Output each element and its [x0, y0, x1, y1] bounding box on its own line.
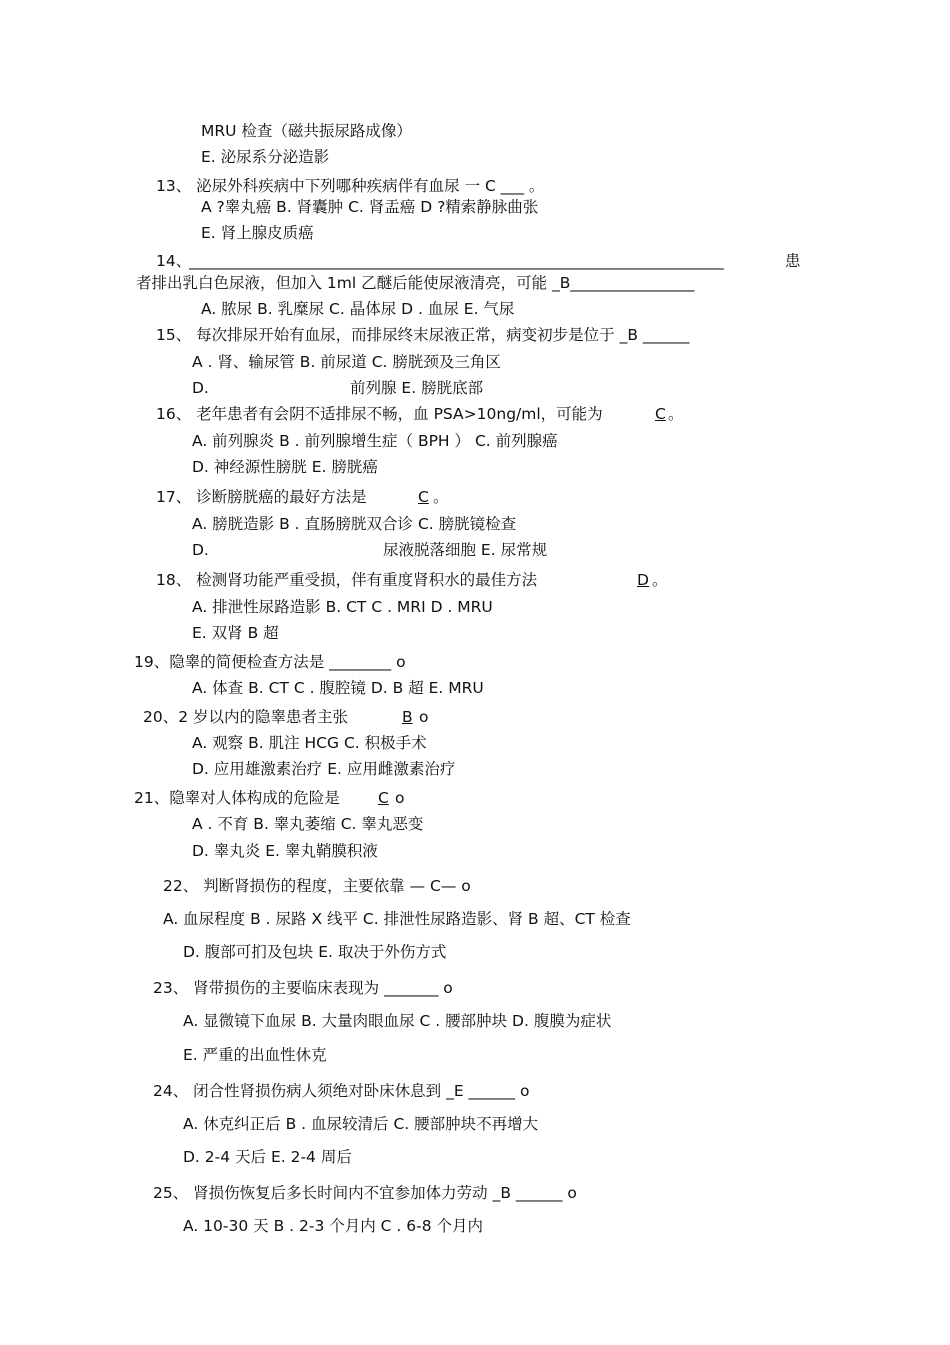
question-14-tail: 患: [785, 252, 801, 270]
question-16-end: 。: [668, 405, 684, 423]
options-line: E. 双肾 B 超: [192, 624, 279, 642]
options-line: A . 不育 B. 睾丸萎缩 C. 睾丸恶变: [192, 815, 424, 833]
options-line: A. 观察 B. 肌注 HCG C. 积极手术: [192, 734, 427, 752]
question-20-end: o: [419, 708, 429, 726]
answer-18: D: [637, 571, 649, 589]
question-21: 21、隐睾对人体构成的危险是: [134, 789, 340, 807]
question-13: 13、 泌尿外科疾病中下列哪种疾病伴有血尿 一 C ___ 。: [156, 177, 545, 195]
options-line: A. 脓尿 B. 乳糜尿 C. 晶体尿 D . 血尿 E. 气尿: [201, 300, 515, 318]
options-line: A. 血尿程度 B . 尿路 X 线平 C. 排泄性尿路造影、肾 B 超、CT 检查: [163, 910, 631, 928]
text-line: E. 泌尿系分泌造影: [201, 148, 330, 166]
question-24: 24、 闭合性肾损伤病人须绝对卧床休息到 _E ______ o: [153, 1082, 530, 1100]
question-18-end: 。: [652, 571, 668, 589]
question-23: 23、 肾带损伤的主要临床表现为 _______ o: [153, 979, 453, 997]
options-line-b: 前列腺 E. 膀胱底部: [350, 379, 484, 397]
question-14-blank: _____________________________________________________________________: [189, 252, 724, 270]
question-17: 17、 诊断膀胱癌的最好方法是: [156, 488, 367, 506]
options-line: A. 10-30 天 B . 2-3 个月内 C . 6-8 个月内: [183, 1217, 484, 1235]
question-14-number: 14、: [156, 252, 192, 270]
answer-20: B: [402, 708, 413, 726]
question-19: 19、隐睾的简便检查方法是 ________ o: [134, 653, 406, 671]
options-line: A . 肾、输尿管 B. 前尿道 C. 膀胱颈及三角区: [192, 353, 501, 371]
options-line: A ?睾丸癌 B. 肾囊肿 C. 肾盂癌 D ?精索静脉曲张: [201, 198, 539, 216]
options-line: A. 体查 B. CT C . 腹腔镜 D. B 超 E. MRU: [192, 679, 484, 697]
answer-21: C: [378, 789, 389, 807]
options-line: A. 显微镜下血尿 B. 大量肉眼血尿 C . 腰部肿块 D. 腹膜为症状: [183, 1012, 612, 1030]
question-22: 22、 判断肾损伤的程度，主要依靠 — C— o: [163, 877, 471, 895]
text-line: MRU 检查（磁共振尿路成像）: [201, 122, 412, 140]
options-line: D. 睾丸炎 E. 睾丸鞘膜积液: [192, 842, 378, 860]
question-25: 25、 肾损伤恢复后多长时间内不宜参加体力劳动 _B ______ o: [153, 1184, 577, 1202]
answer-16: C: [655, 405, 666, 423]
options-line-a: D.: [192, 541, 209, 559]
options-line: E. 严重的出血性休克: [183, 1046, 327, 1064]
options-line: D. 神经源性膀胱 E. 膀胱癌: [192, 458, 378, 476]
question-20: 20、2 岁以内的隐睾患者主张: [143, 708, 349, 726]
question-16: 16、 老年患者有会阴不适排尿不畅，血 PSA>10ng/ml，可能为: [156, 405, 603, 423]
question-14-text: 者排出乳白色尿液，但加入 1ml 乙醚后能使尿液清亮，可能 _B________________: [136, 274, 695, 292]
question-17-end: 。: [433, 488, 449, 506]
options-line: E. 肾上腺皮质癌: [201, 224, 314, 242]
answer-17: C: [418, 488, 429, 506]
options-line: A. 排泄性尿路造影 B. CT C . MRI D . MRU: [192, 598, 493, 616]
options-line: A. 膀胱造影 B . 直肠膀胱双合诊 C. 膀胱镜检查: [192, 515, 517, 533]
options-line: A. 休克纠正后 B . 血尿较清后 C. 腰部肿块不再增大: [183, 1115, 539, 1133]
options-line-a: D.: [192, 379, 209, 397]
options-line: A. 前列腺炎 B . 前列腺增生症（ BPH ） C. 前列腺癌: [192, 432, 558, 450]
options-line-b: 尿液脱落细胞 E. 尿常规: [383, 541, 548, 559]
options-line: D. 应用雄激素治疗 E. 应用雌激素治疗: [192, 760, 456, 778]
question-18: 18、 检测肾功能严重受损，伴有重度肾积水的最佳方法: [156, 571, 538, 589]
options-line: D. 2-4 天后 E. 2-4 周后: [183, 1148, 352, 1166]
question-21-end: o: [395, 789, 405, 807]
options-line: D. 腹部可扪及包块 E. 取决于外伤方式: [183, 943, 447, 961]
question-15: 15、 每次排尿开始有血尿，而排尿终末尿液正常，病变初步是位于 _B ______: [156, 326, 690, 344]
